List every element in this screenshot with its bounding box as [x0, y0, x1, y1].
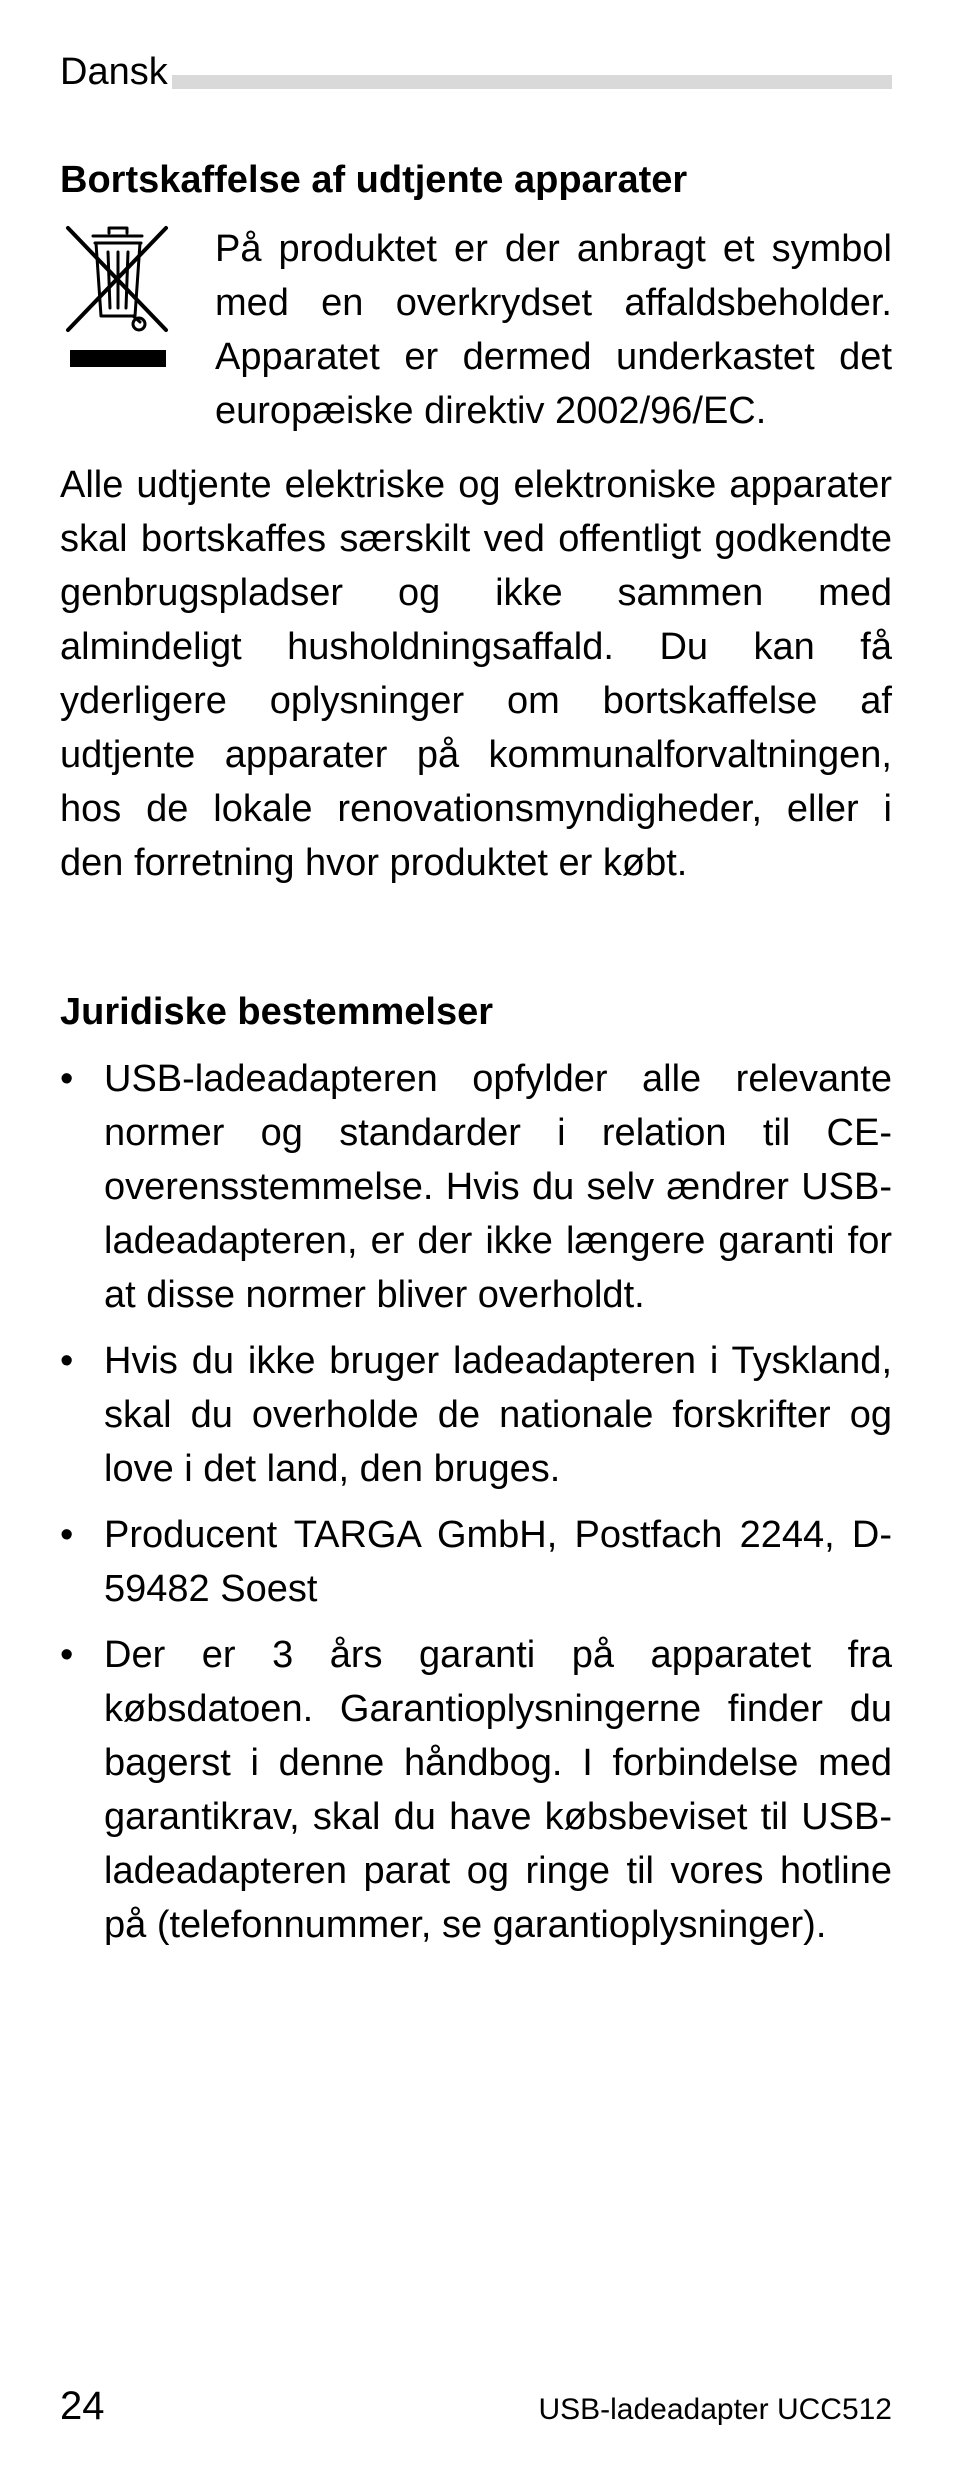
symbol-description: På produktet er der anbragt et symbol med en overkrydset affaldsbeholder. Apparatet er dermed underkastet det europæiske direktiv 2002/96/EC.: [215, 228, 892, 432]
header-rule: [172, 75, 892, 89]
footer-product-name: USB-ladeadapter UCC512: [538, 2393, 892, 2426]
disposal-paragraph: Alle udtjente elektriske og elektroniske apparater skal bortskaffes særskilt ved offentligt godkendte genbrugspladser og ikke sammen med almindeligt husholdningsaffald. Du kan få yderligere oplysninger om bortskaffelse af udtjente apparater på kommunalforvaltningen, hos de lokale renovationsmyndigheder, eller i den forretning hvor produktet er købt.: [60, 464, 892, 884]
list-item: [60, 1508, 892, 1616]
language-label: Dansk: [60, 51, 168, 93]
bullet-icon: •: [60, 1514, 74, 1556]
bullet-icon: •: [60, 1340, 74, 1382]
bullet-icon: •: [60, 1634, 74, 1676]
list-item-text: Producent TARGA GmbH, Postfach 2244, D-59482 Soest: [104, 1514, 892, 1610]
legal-heading: Juridiske bestemmelser: [60, 991, 494, 1033]
weee-bin-icon: [60, 222, 176, 377]
list-item: [60, 1052, 892, 1322]
list-item: [60, 1628, 892, 1952]
legal-list: [60, 1052, 892, 1964]
page-header: [60, 48, 892, 96]
list-item-text: Hvis du ikke bruger ladeadapteren i Tyskland, skal du overholde de nationale forskrifter og love i det land, den bruges.: [104, 1340, 892, 1490]
disposal-heading: Bortskaffelse af udtjente apparater: [60, 159, 688, 201]
list-item-text: Der er 3 års garanti på apparatet fra købsdatoen. Garantioplysningerne finder du bagerst i denne håndbog. I forbindelse med garantikrav, skal du have købsbeviset til USB-ladeadapteren parat og ringe til vores hotline på (telefonnummer, se garantioplysninger).: [104, 1634, 892, 1946]
bullet-icon: •: [60, 1058, 74, 1100]
page-number: 24: [60, 2384, 105, 2428]
list-item: [60, 1334, 892, 1496]
list-item-text: USB-ladeadapteren opfylder alle relevante normer og standarder i relation til CE-overensstemmelse. Hvis du selv ændrer USB-ladeadapteren, er der ikke længere garanti for at disse normer bliver overholdt.: [104, 1058, 892, 1316]
